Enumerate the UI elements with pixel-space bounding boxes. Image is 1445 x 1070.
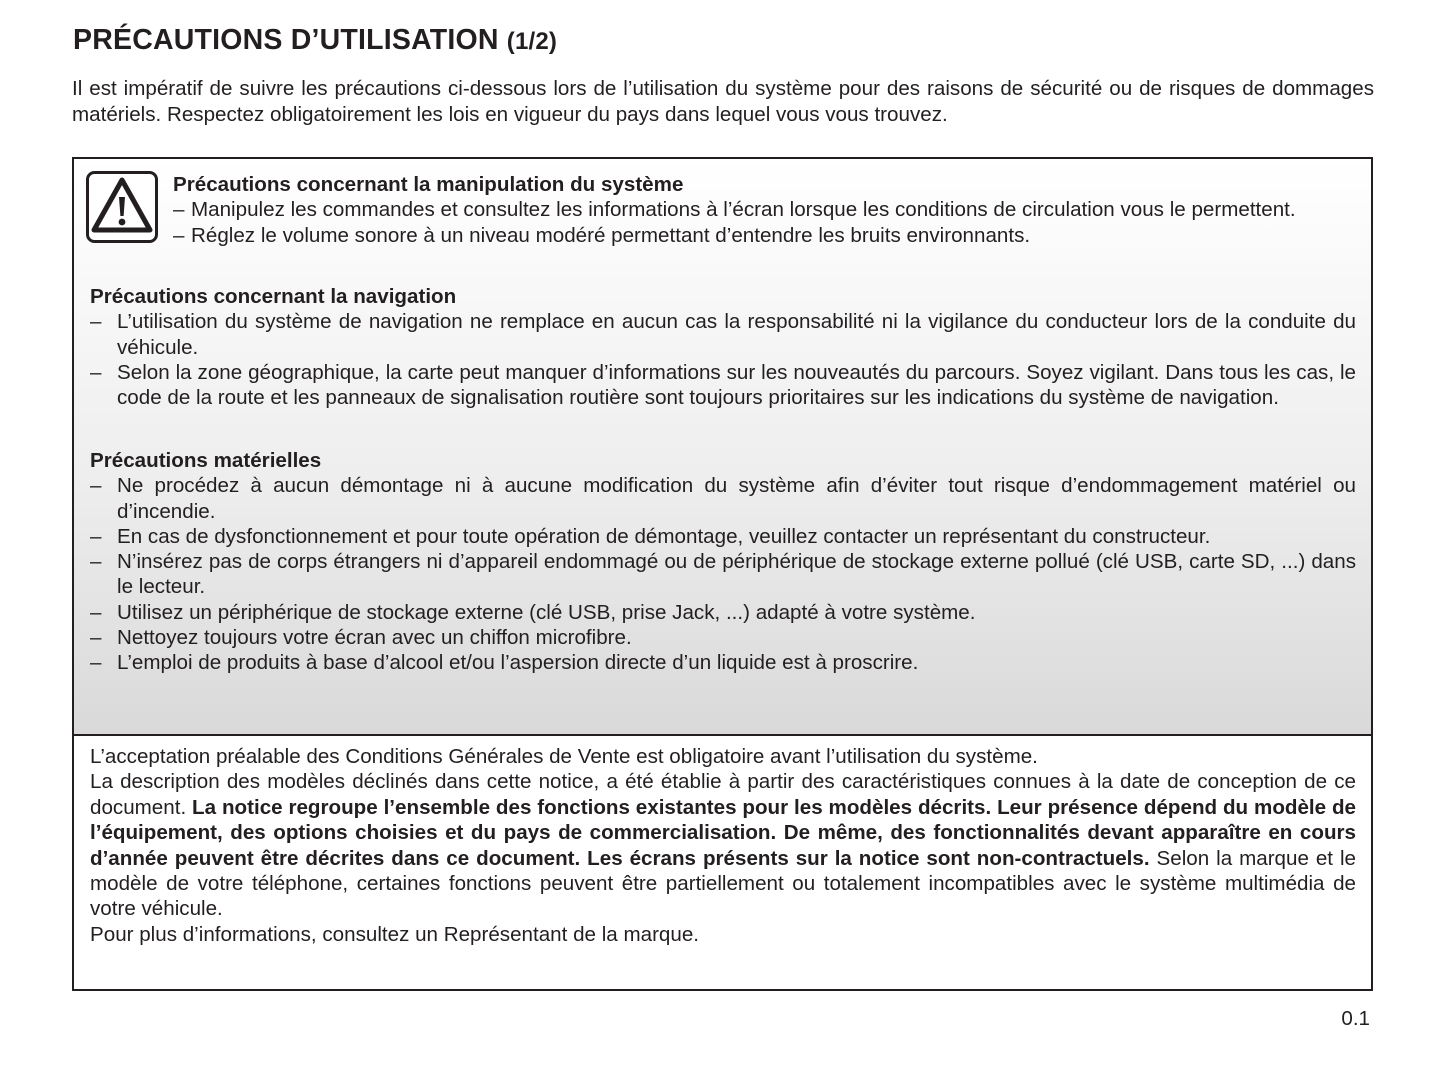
info-text-bold: La notice regroupe l’ensemble des fonctions existantes pour les modèles décrits. Leur présence dépend du modèle de l’équipement, des options choisies et du pays de commercialisation. De même, des fonctionnalités devant apparaître en cours d’année peuvent être décrites dans ce document. Les écrans présents sur la notice sont non-contractuels. bbox=[90, 795, 1357, 870]
section-materielles bbox=[90, 448, 1356, 676]
intro-paragraph: Il est impératif de suivre les précautions ci-dessous lors de l’utilisation du système pour des raisons de sécurité ou de risques de dommages matériels. Respectez obligatoirement les lois en vigueur du pays dans lequel vous vous trouvez. bbox=[72, 77, 1374, 126]
list-item-text: Manipulez les commandes et consultez les informations à l’écran lorsque les conditions de circulation vous le permettent. bbox=[191, 198, 1296, 222]
warning-triangle-icon bbox=[86, 171, 158, 243]
list-item bbox=[90, 650, 1356, 675]
title-page-indicator: (1/2) bbox=[506, 28, 558, 55]
list-bullet: – bbox=[90, 524, 102, 548]
title-text: PRÉCAUTIONS D’UTILISATION bbox=[73, 24, 499, 56]
warning-panel bbox=[74, 159, 1371, 736]
section-manipulation bbox=[173, 172, 1356, 248]
info-text: La description des modèles déclinés dans cette notice, a été établie à partir des caractéristiques connues à la date de conception de ce document. bbox=[90, 770, 1356, 819]
page-title bbox=[73, 24, 557, 57]
info-paragraph-description bbox=[90, 769, 1356, 921]
info-paragraph-cgv: L’acceptation préalable des Conditions Générales de Vente est obligatoire avant l’utilisation du système. bbox=[90, 745, 1038, 768]
list-item-text: Nettoyez toujours votre écran avec un chiffon microfibre. bbox=[117, 626, 632, 650]
list-bullet: – bbox=[90, 310, 102, 334]
list-item-text: En cas de dysfonctionnement et pour toute opération de démontage, veuillez contacter un représentant du constructeur. bbox=[117, 524, 1211, 548]
list-bullet: – bbox=[90, 651, 102, 675]
list-bullet: – bbox=[173, 223, 185, 247]
section-navigation bbox=[90, 284, 1356, 410]
list-bullet: – bbox=[90, 550, 102, 574]
list-item-text: N’insérez pas de corps étrangers ni d’appareil endommagé ou de périphérique de stockage externe pollué (clé USB, carte SD, ...) dans le lecteur. bbox=[117, 550, 1356, 599]
section-heading: Précautions concernant la navigation bbox=[90, 285, 457, 308]
list-item bbox=[90, 309, 1356, 360]
list-item-text: L’utilisation du système de navigation ne remplace en aucun cas la responsabilité ni la vigilance du conducteur lors de la conduite du véhicule. bbox=[117, 310, 1356, 359]
list-item bbox=[90, 600, 1356, 625]
info-text: Selon la marque et le modèle de votre téléphone, certaines fonctions peuvent être partiellement ou totalement incompatibles avec le système multimédia de votre véhicule. bbox=[90, 846, 1356, 921]
list-item-text: L’emploi de produits à base d’alcool et/ou l’aspersion directe d’un liquide est à proscrire. bbox=[117, 651, 919, 675]
section-heading: Précautions concernant la manipulation du système bbox=[173, 173, 684, 196]
list-item bbox=[90, 524, 1356, 549]
page-number: 0.1 bbox=[1341, 1007, 1370, 1030]
notice-box bbox=[72, 157, 1373, 991]
list-item bbox=[90, 360, 1356, 411]
list-item-text: Ne procédez à aucun démontage ni à aucune modification du système afin d’éviter tout risque d’endommagement matériel ou d’incendie. bbox=[117, 474, 1356, 523]
list-item bbox=[90, 549, 1356, 600]
list-item bbox=[173, 197, 1356, 222]
list-bullet: – bbox=[90, 600, 102, 624]
list-item-text: Utilisez un périphérique de stockage externe (clé USB, prise Jack, ...) adapté à votre système. bbox=[117, 600, 976, 624]
info-panel bbox=[90, 744, 1356, 947]
list-bullet: – bbox=[90, 626, 102, 650]
list-item-text: Réglez le volume sonore à un niveau modéré permettant d’entendre les bruits environnants. bbox=[191, 223, 1031, 247]
list-item bbox=[90, 625, 1356, 650]
list-item-text: Selon la zone géographique, la carte peut manquer d’informations sur les nouveautés du parcours. Soyez vigilant. Dans tous les cas, le code de la route et les panneaux de signalisation routière sont toujours prioritaires sur les indications du système de navigation. bbox=[117, 360, 1356, 410]
list-item bbox=[173, 223, 1356, 248]
list-bullet: – bbox=[90, 474, 102, 498]
section-heading: Précautions matérielles bbox=[90, 449, 322, 472]
list-bullet: – bbox=[173, 198, 185, 222]
list-bullet: – bbox=[90, 360, 102, 384]
list-item bbox=[90, 473, 1356, 524]
info-paragraph-contact: Pour plus d’informations, consultez un Représentant de la marque. bbox=[90, 922, 700, 946]
